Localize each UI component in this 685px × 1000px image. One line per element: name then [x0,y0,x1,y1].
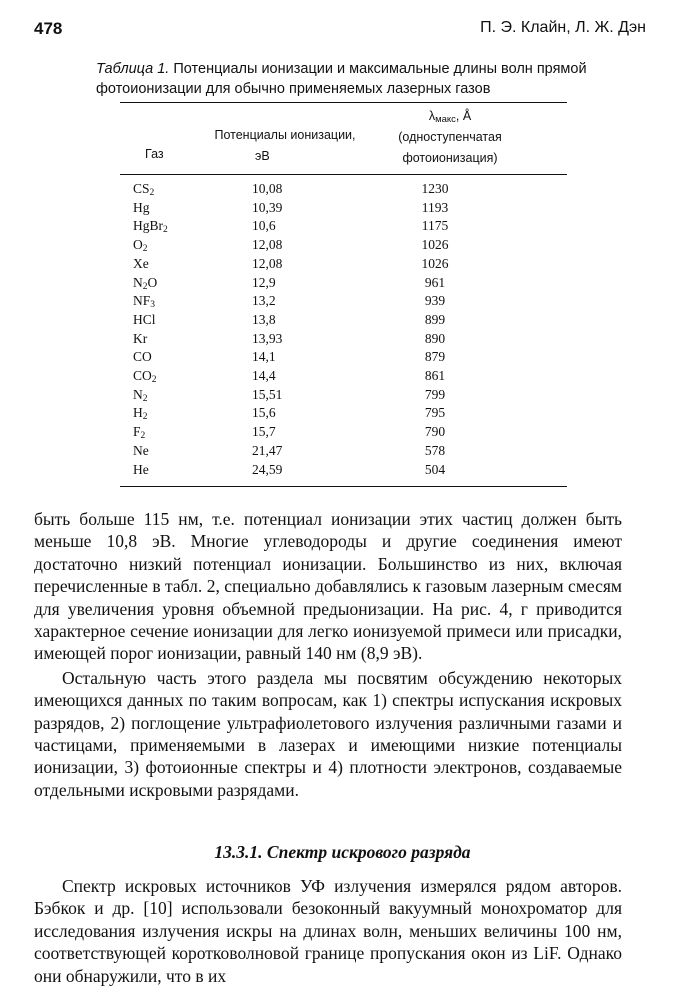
gas-subscript: 2 [142,393,148,404]
gas-cell [133,217,168,235]
lambda-unit: , Å [455,109,472,123]
column-header-lambda-line3: фотоионизация) [402,151,498,165]
table-row [0,423,685,441]
gas-formula: Hg [133,199,150,215]
table-row [0,404,685,422]
potential-cell: 14,1 [252,349,276,365]
gas-subscript: 2 [142,244,148,255]
lambda-cell: 961 [424,274,446,290]
lambda-cell: 899 [424,311,446,327]
gas-subscript: 2 [151,375,157,385]
gas-cell [133,461,149,479]
gas-formula: CO [133,368,152,383]
gas-subscript: 2 [142,412,148,423]
potential-cell: 13,93 [252,330,283,346]
potential-cell: 12,08 [252,255,283,271]
body-paragraph-3: Спектр искровых источников УФ излучения измерялся рядом авторов. Бэбкок и др. [10] использовали безоконный вакуумный монохроматор для исследования излучения искры на длинах волн, меньших величины 100 нм, соответствующей коротковолновой границе пропускания окон из LiF. Однако они обнаружили, что в их [34,876,622,986]
gas-cell [133,386,148,404]
gas-subscript: 2 [149,188,155,198]
potential-cell: 15,7 [252,424,276,440]
table-row [0,348,685,366]
gas-cell [133,404,148,422]
table-row [0,217,685,235]
gas-formula: H [133,405,143,421]
lambda-subscript: макс [435,114,456,125]
lambda-symbol: λ [428,109,436,123]
column-header-gas: Газ [145,147,164,161]
gas-cell [133,180,154,198]
table-row [0,442,685,460]
gas-formula-tail: O [147,274,158,290]
gas-subscript: 2 [142,281,148,292]
lambda-cell: 1175 [421,218,449,234]
gas-cell [133,348,152,366]
gas-cell [133,274,157,292]
gas-cell [133,311,156,329]
gas-subscript: 2 [140,431,146,442]
column-header-lambda-line1 [380,106,520,127]
gas-cell [133,236,148,254]
body-paragraph-2: Остальную часть этого раздела мы посвятим обсуждению некоторых имеющихся данных по таким вопросам, как 1) спектры испускания искровых разрядов, 2) поглощение ультрафиолетового излучения различными газами и частицами, применяемыми в лазерах и имеющими низкие потенциалы ионизации, 3) фотоионные спектры и 4) плотности электронов, создаваемые отдельными искровыми разрядами. [34,667,622,800]
potential-cell: 13,2 [252,293,276,309]
gas-formula: HCl [133,311,156,327]
table-caption-label: Таблица 1. [96,61,170,77]
lambda-cell: 795 [424,405,446,421]
gas-cell [133,423,145,441]
running-head: П. Э. Клайн, Л. Ж. Дэн [480,19,646,36]
table-row [0,255,685,273]
gas-formula: HgBr [133,218,163,234]
gas-formula: F [133,424,141,440]
table-row [0,236,685,254]
gas-formula: NF [133,293,151,309]
table-caption-text: Потенциалы ионизации и максимальные длины волн прямой фотоионизации для обычно применяемых лазерных газов [96,61,587,97]
potential-cell: 24,59 [252,461,283,477]
potential-cell: 10,08 [252,181,283,196]
lambda-cell: 1026 [421,237,449,253]
gas-formula: Xe [133,255,149,271]
gas-formula: CS [133,181,150,196]
potential-cell: 10,39 [252,199,283,215]
potential-cell: 15,6 [252,405,276,421]
table-row [0,292,685,310]
page-number: 478 [34,19,63,38]
table-row [0,330,685,348]
gas-cell [133,255,149,273]
gas-cell [133,199,150,217]
lambda-cell: 939 [424,293,446,309]
table-row [0,274,685,292]
potential-cell: 12,9 [252,274,276,290]
table-row [0,367,685,385]
lambda-cell: 861 [424,368,446,383]
potential-cell: 14,4 [252,368,276,383]
column-header-lambda [380,106,520,169]
paragraph-block-2 [34,875,622,987]
gas-cell [133,330,147,348]
gas-formula: Kr [133,330,148,346]
gas-formula: He [133,461,149,477]
section-heading: 13.3.1. Спектр искрового разряда [214,842,471,862]
potential-cell: 21,47 [252,442,283,458]
potential-cell: 10,6 [252,218,276,234]
lambda-cell: 790 [424,424,446,440]
table-bottom-rule [120,486,567,487]
gas-formula: N [133,386,143,402]
column-header-potential-line1: Потенциалы ионизации, [214,128,356,142]
table-header-rule [120,174,567,175]
paragraph-block-1 [34,508,622,801]
lambda-cell: 1193 [421,199,449,215]
lambda-cell: 1230 [421,181,449,196]
lambda-cell: 890 [424,330,446,346]
gas-formula: Ne [133,442,149,458]
table-row [0,180,685,198]
column-header-potential [205,125,365,167]
table-caption [96,59,596,99]
lambda-cell: 578 [424,442,446,458]
lambda-cell: 799 [424,386,446,402]
column-header-potential-line2: эВ [255,149,270,163]
gas-formula: O [133,237,143,253]
table-top-rule [120,102,567,103]
table-row [0,461,685,479]
table-row [0,311,685,329]
column-header-lambda-line2: (одноступенчатая [398,130,502,144]
potential-cell: 13,8 [252,311,276,327]
lambda-cell: 1026 [421,255,449,271]
body-paragraph-1: быть больше 115 нм, т.е. потенциал ионизации этих частиц должен быть меньше 10,8 эВ. Многие углеводороды и другие соединения имеют достаточно низкий потенциал ионизации. Большинство из них, включая перечисленные в табл. 2, специально добавлялись к газовым лазерным смесям для увеличения уровня объемной предыонизации. На рис. 4, г приводится характерное сечение ионизации для легко ионизуемой примеси или присадки, имеющей порог ионизации, равный 140 нм (8,9 эВ). [34,509,622,664]
gas-subscript: 2 [163,225,168,236]
gas-formula: N [133,274,143,290]
gas-cell [133,442,149,460]
potential-cell: 12,08 [252,237,283,253]
lambda-cell: 879 [424,349,446,365]
lambda-cell: 504 [424,461,446,477]
gas-cell [133,367,157,385]
table-row [0,199,685,217]
gas-formula: CO [133,349,152,365]
potential-cell: 15,51 [252,386,283,402]
table-row [0,386,685,404]
gas-cell [133,292,155,310]
gas-subscript: 3 [150,300,156,311]
